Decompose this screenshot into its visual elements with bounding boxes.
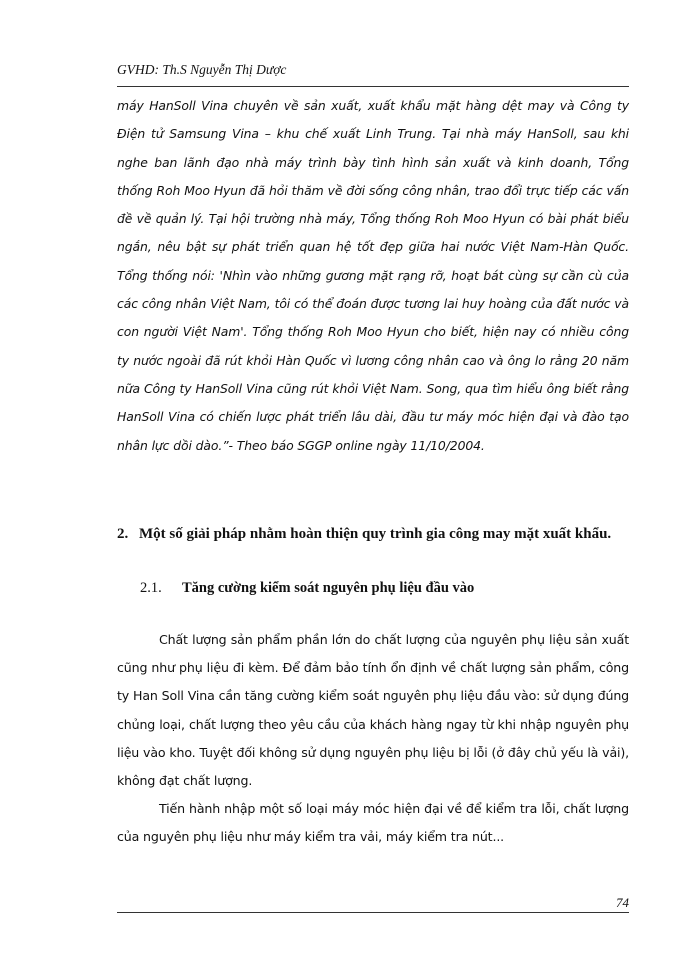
body-text <box>117 626 629 852</box>
subsection-number: 2.1. <box>140 580 162 596</box>
subsection-title: Tăng cường kiểm soát nguyên phụ liệu đầu vào <box>182 580 475 596</box>
subsection-heading <box>140 580 474 597</box>
section-heading <box>117 520 629 548</box>
page-header: GVHD: Th.S Nguyễn Thị Dược <box>117 62 287 77</box>
page-number: 74 <box>616 895 629 910</box>
header-rule <box>117 86 629 87</box>
footer-rule <box>117 912 629 913</box>
quote-paragraph: máy HanSoll Vina chuyên về sản xuất, xuất khẩu mặt hàng dệt may và Công ty Điện tử Samsung Vina – khu chế xuất Linh Trung. Tại nhà máy HanSoll, sau khi nghe ban lãnh đạo nhà máy trình bày tình hình sản xuất và kinh doanh, Tổng thống Roh Moo Hyun đã hỏi thăm về đời sống công nhân, trao đổi trực tiếp các vấn đề về quản lý. Tại hội trường nhà máy, Tổng thống Roh Moo Hyun có bài phát biểu ngắn, nêu bật sự phát triển quan hệ tốt đẹp giữa hai nước Việt Nam-Hàn Quốc. Tổng thống nói: 'Nhìn vào những gương mặt rạng rỡ, hoạt bát cùng sự cần cù của các công nhân Việt Nam, tôi có thể đoán được tương lai huy hoàng của đất nước và con người Việt Nam'. Tổng thống Roh Moo Hyun cho biết, hiện nay có nhiều công ty nước ngoài đã rút khỏi Hàn Quốc vì lương công nhân cao và ông lo rằng 20 năm nữa Công ty HanSoll Vina cũng rút khỏi Việt Nam. Song, qua tìm hiểu ông biết rằng HanSoll Vina có chiến lược phát triển lâu dài, đầu tư máy móc hiện đại và đào tạo nhân lực dồi dào.”- Theo báo SGGP online ngày 11/10/2004. <box>117 98 629 453</box>
body-paragraph-1: Chất lượng sản phẩm phần lớn do chất lượng của nguyên phụ liệu sản xuất cũng như phụ liệu đi kèm. Để đảm bảo tính ổn định về chất lượng sản phẩm, công ty Han Soll Vina cần tăng cường kiểm soát nguyên phụ liệu đầu vào: sử dụng đúng chủng loại, chất lượng theo yêu cầu của khách hàng ngay từ khi nhập nguyên phụ liệu vào kho. Tuyệt đối không sử dụng nguyên phụ liệu bị lỗi (ở đây chủ yếu là vải), không đạt chất lượng. <box>117 632 629 789</box>
section-number: 2. <box>117 526 129 542</box>
body-paragraph-2: Tiến hành nhập một số loại máy móc hiện đại về để kiểm tra lỗi, chất lượng của nguyên phụ liệu như máy kiểm tra vải, máy kiểm tra nút... <box>117 801 629 845</box>
section-title: Một số giải pháp nhằm hoàn thiện quy trình gia công may mặt xuất khẩu. <box>139 526 612 542</box>
